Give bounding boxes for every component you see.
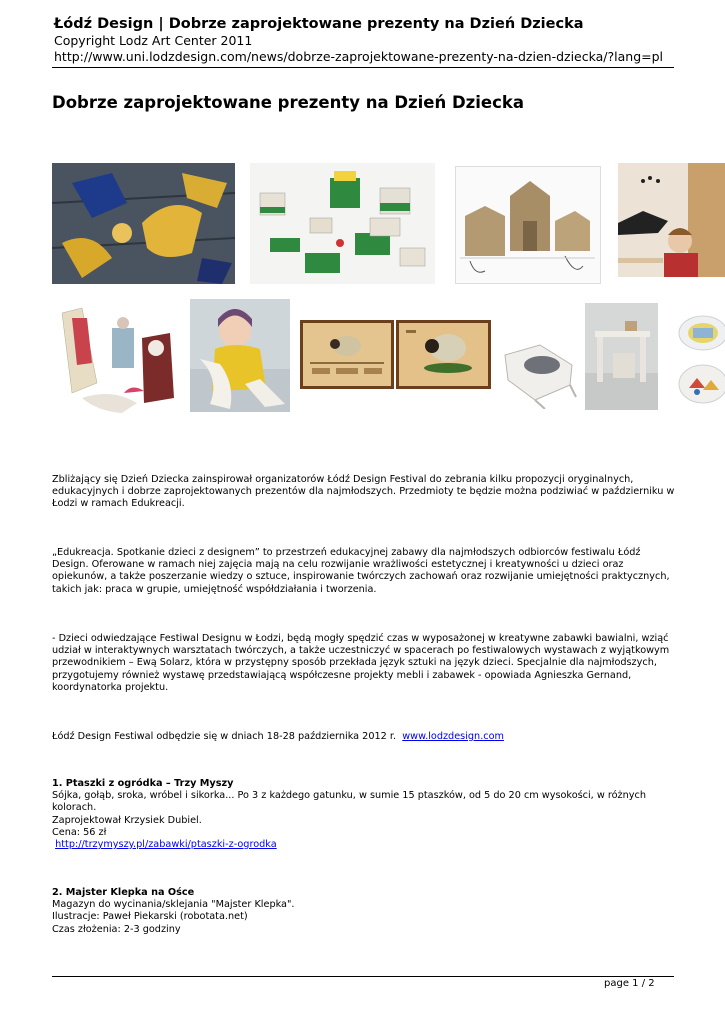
item-1-title: 1. Ptaszki z ogródka – Trzy Myszy xyxy=(52,778,234,789)
copyright-line: Copyright Lodz Art Center 2011 xyxy=(54,33,253,48)
photo-sheep-board-1 xyxy=(300,320,394,389)
festival-dates-paragraph xyxy=(52,731,677,743)
photo-child-furniture-wall xyxy=(618,163,725,277)
photo-paper-figures xyxy=(52,303,180,415)
item-1-description: Sójka, gołąb, sroka, wróbel i sikorka... Po 3 z każdego gatunku, w sumie 15 ptaszków, od 5 do 20 cm wysokości, w różnych kolorach. xyxy=(52,790,646,814)
item-2-illustrations: Ilustracje: Paweł Piekarski (robotata.net) xyxy=(52,911,248,923)
item-2 xyxy=(52,887,677,936)
page-number: page 1 / 2 xyxy=(604,978,655,989)
photo-cardboard-houses xyxy=(455,166,601,284)
article-title: Dobrze zaprojektowane prezenty na Dzień Dziecka xyxy=(52,93,525,112)
item-1-price: Cena: 56 zł xyxy=(52,826,107,838)
document-header xyxy=(54,15,674,65)
footer-divider xyxy=(52,976,674,977)
source-url: http://www.uni.lodzdesign.com/news/dobrze-zaprojektowane-prezenty-na-dzien-dziecka/?lang=pl xyxy=(54,49,664,64)
photo-wooden-birds xyxy=(52,163,235,284)
item-2-title: 2. Majster Klepka na Ośce xyxy=(52,887,195,898)
photo-sheep-board-2 xyxy=(396,320,491,389)
quote-paragraph: - Dzieci odwiedzające Festiwal Designu w Łodzi, będą mogły spędzić czas w wyposażonej w kreatywne zabawki bawialni, wziąć udział w interaktywnych warsztatach twórczych, a także uczestniczyć w spacerach po festiwalowych wystawach z wyjątkowym przewodnikiem – Ewą Solarz, która w przystępny sposób przekłada język sztuki na język dzieci. Specjalnie dla najmłodszych, przygotujemy również wystawę przedstawiającą współczesne projekty mebli i zabawek - opowiada Agnieszka Gernand, koordynatorka projektu. xyxy=(52,633,670,693)
item-2-description: Magazyn do wycinania/sklejania "Majster Klepka". xyxy=(52,899,295,911)
festival-dates-text: Łódź Design Festiwal odbędzie się w dniach 18-28 października 2012 r. xyxy=(52,731,397,742)
photo-plate-bottom xyxy=(675,362,725,406)
photo-cradle xyxy=(500,325,578,409)
festival-link[interactable]: www.lodzdesign.com xyxy=(402,731,504,742)
photo-children-desk xyxy=(585,303,658,410)
photo-child-yellow-sweater xyxy=(190,299,290,412)
item-1-link[interactable]: http://trzymyszy.pl/zabawki/ptaszki-z-ogrodka xyxy=(55,839,277,851)
item-1 xyxy=(52,778,677,851)
edukreacja-paragraph: „Edukreacja. Spotkanie dzieci z designem” to przestrzeń edukacyjnej zabawy dla najmłodszych odbiorców festiwalu Łódź Design. Oferowane w ramach niej zajęcia mają na celu rozwijanie wrażliwości estetycznej i kreatywności u dzieci oraz opiekunów, a także poszerzanie wiedzy o sztuce, inspirowanie twórczych zachowań oraz rozwijanie umiejętności praktycznych, takich jak: praca w grupie, umiejętność współdziałania i tworzenia. xyxy=(52,547,670,595)
item-1-designer: Zaprojektował Krzysiek Dubiel. xyxy=(52,814,202,826)
item-2-time: Czas złożenia: 2-3 godziny xyxy=(52,923,181,935)
photo-paper-houses xyxy=(250,163,435,284)
intro-paragraph: Zbliżający się Dzień Dziecka zainspirował organizatorów Łódź Design Festival do zebrania kilku propozycji oryginalnych, edukacyjnych i dobrze zaprojektowanych prezentów dla najmłodszych. Przedmioty te będzie można podziwiać w październiku w Łodzi w ramach Edukreacji. xyxy=(52,474,675,510)
header-divider xyxy=(52,67,674,68)
photo-plate-top xyxy=(675,314,725,352)
site-title: Łódź Design | Dobrze zaprojektowane prezenty na Dzień Dziecka xyxy=(54,16,584,32)
